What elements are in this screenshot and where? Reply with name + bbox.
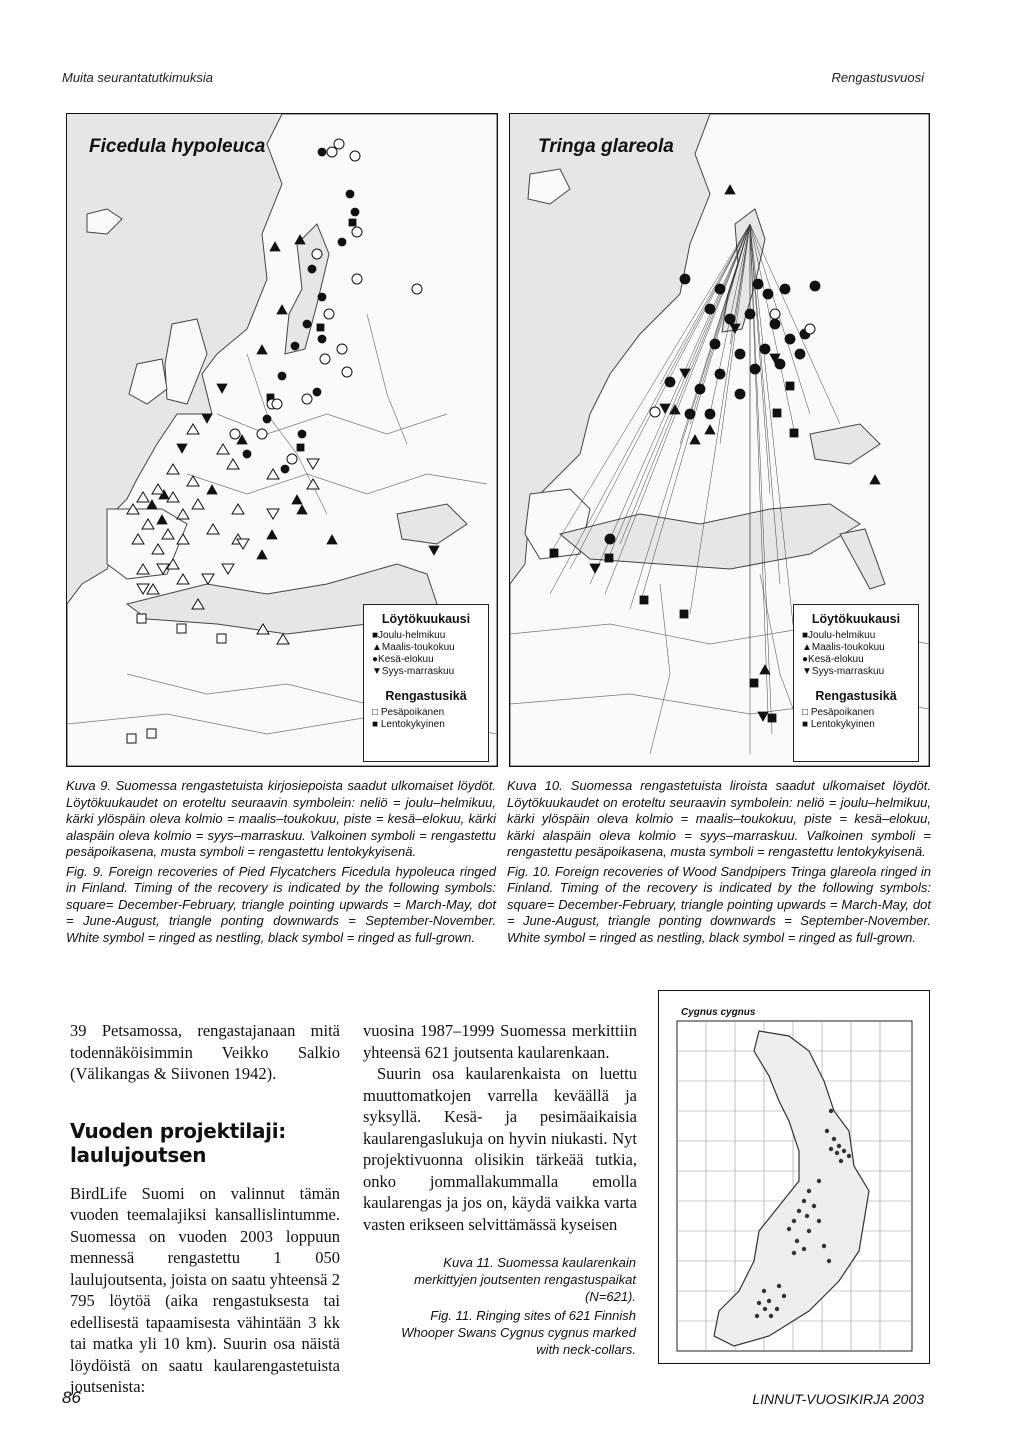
caption-fig9-en: Fig. 9. Foreign recoveries of Pied Flycatchers Ficedula hypoleuca ringed in Finland. Timing of the recovery is indicated by the following symbols: square= December-February, triangle pointing upwards = March-May, dot = June-August, triangle ponting downwards = September-November. White symbol = ringed as nestling, black symbol = ringed as full-grown. [66, 863, 496, 945]
empty-square-icon: □ [802, 707, 809, 718]
caption-fig10-fi: Kuva 10. Suomessa rengastetuista liroista saadut ulkomaiset löydöt. Löytökuukaudet on eroteltu seuraavin symbolein: neliö = joulu–helmikuu, kärki ylöspäin oleva kolmio = maalis–toukokuu, piste = kesä–elokuu, kärki alaspäin oleva kolmio = syys–marraskuu. Valkoinen symboli = rengastettu pesäpoikasena, musta symboli = rengastettu lentokykyisenä. [507, 778, 931, 859]
caption-fig11-en: Fig. 11. Ringing sites of 621 Finnish Whooper Swans Cygnus cygnus marked with neck-collars. [401, 1308, 636, 1357]
section-heading: Vuoden projektilaji: laulujoutsen [70, 1118, 286, 1167]
caption-fig9-fi: Kuva 9. Suomessa rengastetuista kirjosiepoista saadut ulkomaiset löydöt. Löytökuukaudet on eroteltu seuraavin symbolein: neliö = joulu–helmikuu, kärki ylöspäin oleva kolmio = maalis–toukokuu, piste = kesä–elokuu, kärki alaspäin oleva kolmio = syys–marraskuu. Valkoinen symboli = rengastettu pesäpoikasena, musta symboli = rengastettu lentokykyisenä. [66, 778, 496, 859]
legend-age-nestling: □ Pesäpoikanen [372, 707, 445, 718]
legend-month-title: Löytökuukausi [381, 612, 471, 626]
journal-name: LINNUT-VUOSIKIRJA 2003 [752, 1391, 924, 1407]
map-title-ficedula: Ficedula hypoleuca [89, 136, 266, 157]
map-title-tringa: Tringa glareola [538, 136, 674, 157]
page-number: 86 [62, 1388, 81, 1407]
legend-month-mar-may: ▲Maalis-toukokuu [372, 642, 455, 653]
caption-fig11 [378, 1254, 636, 1358]
caption-fig9 [66, 778, 496, 946]
body-paragraph-3: Suurin osa kaularenkaista on luettu muuttomatkojen varrella keväällä ja syksyllä. Kesä- ja pesimäaikaisia kaularengaslukuja on hyvin niukasti. Nyt projektivuonna olisikin tärkeää tutkia, onko jommallakummalla emolla kaularengas ja jos on, käydä vaikka varta vasten erikseen selvittämässä kyseisen [363, 1064, 637, 1234]
legend-month-mar-may: ▲Maalis-toukokuu [802, 642, 885, 653]
legend-month-title: Löytökuukausi [811, 612, 901, 626]
map-ficedula-hypoleuca [66, 113, 498, 767]
body-column-2 [363, 1020, 637, 1235]
legend-age-fullgrown: ■ Lentokykyinen [372, 719, 445, 730]
map-title-cygnus: Cygnus cygnus [681, 1007, 756, 1018]
filled-square-icon: ■ [372, 719, 379, 730]
caption-fig11-fi: Kuva 11. Suomessa kaularenkain merkittyjen joutsenten rengastuspaikat (N=621). [414, 1255, 636, 1304]
caption-fig10 [507, 778, 931, 946]
legend-fig10 [793, 604, 919, 762]
body-intro: 39 Petsamossa, rengastajanaan mitä todennäköisimmin Veikko Salkio (Välikangas & Siivonen 1942). [70, 1021, 340, 1083]
map-cygnus-cygnus [658, 990, 930, 1364]
legend-age-title: Rengastusikä [385, 689, 467, 703]
legend-month-jun-aug: ●Kesä-elokuu [802, 654, 864, 665]
caption-fig10-en: Fig. 10. Foreign recoveries of Wood Sandpipers Tringa glareola ringed in Finland. Timing of the recovery is indicated by the following symbols: square= December-February, triangle pointing upwards = March-May, dot = June-August, triangle ponting downwards = September-November. White symbol = ringed as nestling, black symbol = ringed as full-grown. [507, 863, 931, 945]
legend-age-fullgrown: ■ Lentokykyinen [802, 719, 875, 730]
empty-square-icon: □ [372, 707, 379, 718]
legend-month-sep-nov: ▼Syys-marraskuu [802, 666, 885, 677]
legend-month-sep-nov: ▼Syys-marraskuu [372, 666, 455, 677]
legend-age-nestling: □ Pesäpoikanen [802, 707, 875, 718]
finland-grid-map [659, 991, 929, 1363]
body-paragraph-2: vuosina 1987–1999 Suomessa merkittiin yhteensä 621 joutsenta kaularenkaan. [363, 1021, 637, 1062]
legend-month-jun-aug: ●Kesä-elokuu [372, 654, 434, 665]
legend-age-title: Rengastusikä [815, 689, 897, 703]
legend-month-dec-feb: ■Joulu-helmikuu [802, 630, 876, 641]
legend-fig9 [363, 604, 489, 762]
legend-month-dec-feb: ■Joulu-helmikuu [372, 630, 446, 641]
body-column-1 [70, 1020, 340, 1398]
map-tringa-glareola [509, 113, 930, 767]
running-header-left: Muita seurantatutkimuksia [62, 70, 214, 85]
body-paragraph-1: BirdLife Suomi on valinnut tämän vuoden teemalajiksi kansallislintumme. Suomessa on vuoden 2003 loppuun mennessä rengastettu 1 050 laulujoutsenta, joista on saatu yhteensä 2 795 löytöä (aika rengastuksesta tai edellisestä tapaamisesta vähintään 3 kk tai matka yli 10 km). Suurin osa näistä löydöistä on saatu kaularengastetuista joutsenista: [70, 1183, 340, 1396]
filled-square-icon: ■ [802, 719, 809, 730]
running-header-right: Rengastusvuosi [831, 70, 924, 85]
